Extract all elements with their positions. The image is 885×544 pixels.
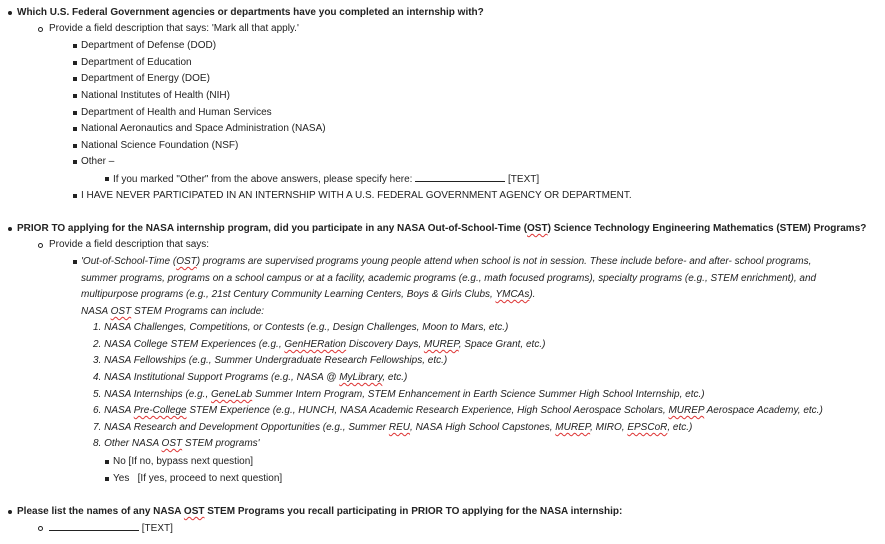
q2-description-line1: 'Out-of-School-Time (OST) programs are supervised programs young people attend when school is not in session. These include before- and after- school programs,	[81, 256, 812, 267]
q1-option-nasa: National Aeronautics and Space Administration (NASA)	[81, 123, 326, 134]
q2-instruction: Provide a field description that says:	[49, 239, 210, 250]
bullet-circle	[38, 526, 43, 531]
program-item: 1. NASA Challenges, Competitions, or Contests (e.g., Design Challenges, Moon to Mars, etc.)	[93, 322, 509, 333]
bullet-disc	[8, 227, 12, 231]
q2-description-line2: summer programs, programs on a school campus or at a facility, academic programs (e.g., math focused programs), specialty programs (e.g., STEM enrichment), and	[81, 273, 817, 284]
bullet-square	[73, 44, 77, 48]
bullet-square	[73, 194, 77, 198]
program-item: 8. Other NASA OST STEM programs'	[93, 438, 260, 449]
bullet-square	[73, 111, 77, 115]
bullet-square	[73, 160, 77, 164]
answer-no: No [If no, bypass next question]	[113, 456, 254, 467]
q1-option-education: Department of Education	[81, 57, 192, 68]
bullet-square	[73, 127, 77, 131]
program-item: 5. NASA Internships (e.g., GeneLab Summer Intern Program, STEM Enhancement in Earth Science Summer High School Internship, etc.)	[93, 389, 705, 400]
bullet-square	[105, 177, 109, 181]
bullet-square	[105, 477, 109, 481]
program-names-blank[interactable]	[49, 521, 139, 531]
other-prompt: If you marked "Other" from the above answers, please specify here:	[113, 174, 413, 185]
answer-yes: Yes [If yes, proceed to next question]	[113, 473, 283, 484]
q1-option-hhs: Department of Health and Human Services	[81, 107, 272, 118]
q1-question: Which U.S. Federal Government agencies or departments have you completed an internship with?	[17, 7, 484, 18]
bullet-square	[73, 77, 77, 81]
q1-instruction: Provide a field description that says: 'Mark all that apply.'	[49, 23, 299, 34]
q1-option-doe: Department of Energy (DOE)	[81, 73, 210, 84]
q3-answer-line	[49, 521, 173, 535]
program-item: 6. NASA Pre-College STEM Experience (e.g., HUNCH, NASA Academic Research Experience, High School Aerospace Scholars, MUREP Aerospace Academy, etc.)	[93, 405, 823, 416]
q2-question: PRIOR TO applying for the NASA internship program, did you participate in any NASA Out-of-School-Time (OST) Science Technology Engineering Mathematics (STEM) Programs?	[17, 223, 867, 234]
program-item: 7. NASA Research and Development Opportunities (e.g., Summer REU, NASA High School Capstones, MUREP, MIRO, EPSCoR, etc.)	[93, 422, 693, 433]
bullet-circle	[38, 27, 43, 32]
program-item: 4. NASA Institutional Support Programs (e.g., NASA @ MyLibrary, etc.)	[93, 372, 408, 383]
bullet-disc	[8, 510, 12, 514]
q1-option-dod: Department of Defense (DOD)	[81, 40, 217, 51]
program-item: 2. NASA College STEM Experiences (e.g., GenHERation Discovery Days, MUREP, Space Grant, etc.)	[93, 339, 546, 350]
bullet-disc	[8, 11, 12, 15]
text-tag: [TEXT]	[508, 174, 540, 185]
q1-other-specify	[113, 172, 539, 186]
q1-option-never: I HAVE NEVER PARTICIPATED IN AN INTERNSHIP WITH A U.S. FEDERAL GOVERNMENT AGENCY OR DEPARTMENT.	[81, 190, 632, 201]
other-text-blank[interactable]	[415, 172, 505, 182]
bullet-square	[73, 61, 77, 65]
bullet-circle	[38, 243, 43, 248]
q2-description-line3: multipurpose programs (e.g., 21st Century Community Learning Centers, Boys & Girls Clubs, YMCAs).	[81, 289, 536, 300]
program-item: 3. NASA Fellowships (e.g., Summer Undergraduate Research Fellowships, etc.)	[93, 355, 448, 366]
bullet-square	[73, 94, 77, 98]
q3-question: Please list the names of any NASA OST STEM Programs you recall participating in PRIOR TO applying for the NASA internship:	[17, 506, 623, 517]
q1-option-nih: National Institutes of Health (NIH)	[81, 90, 230, 101]
q1-option-nsf: National Science Foundation (NSF)	[81, 140, 239, 151]
q2-include-heading: NASA OST STEM Programs can include:	[81, 306, 265, 317]
text-tag: [TEXT]	[141, 523, 173, 534]
bullet-square	[73, 260, 77, 264]
bullet-square	[105, 460, 109, 464]
q1-option-other: Other –	[81, 156, 115, 167]
bullet-square	[73, 144, 77, 148]
